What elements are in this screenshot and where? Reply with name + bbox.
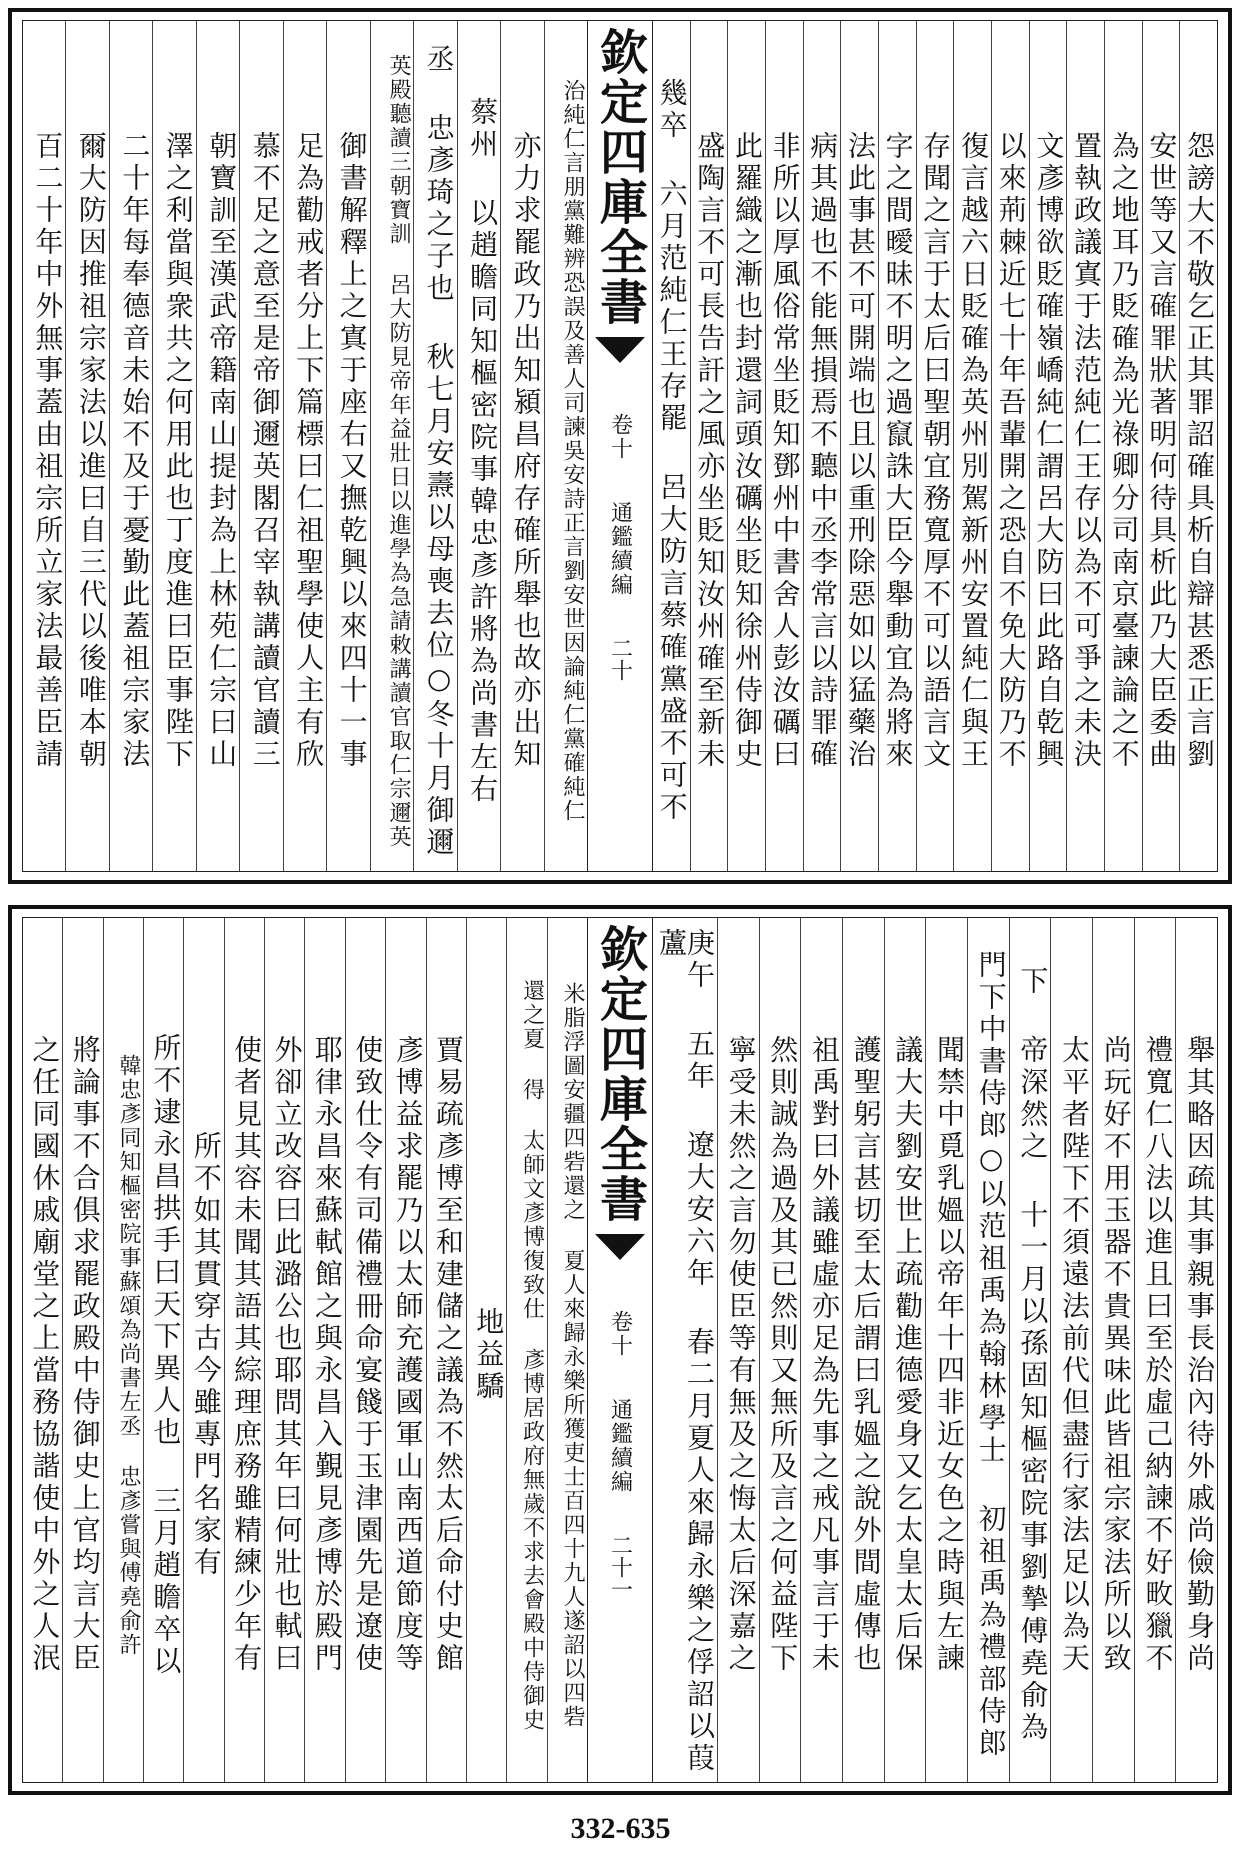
text-column: 之任同國休戚廟堂之上當務協諧使中外之人泯 <box>28 1035 62 1675</box>
text-column: 文彥博欲貶確嶺嶠純仁謂呂大防曰此路自乾興 <box>1029 21 1067 871</box>
leaf-number: 二十 <box>607 637 633 681</box>
fishtail-ornament-icon <box>595 337 645 363</box>
text-column: 禮寬仁八法以進且曰至於虛己納諫不好畋獵不 <box>1134 918 1176 1782</box>
book-title: 欽定四庫全書 <box>591 924 648 1224</box>
text-column: 太平者陛下不須遠法前代但盡行家法足以為天 <box>1050 918 1092 1782</box>
text-column: 置執政議寘于法范純仁王存以為不可爭之未決 <box>1066 21 1104 871</box>
text-column: 二十年每奉德音未始不及于憂勤此蓋祖宗家法 <box>109 21 152 871</box>
text-column: 聞禁中覓乳媼以帝年十四非近女色之時與左諫 <box>925 918 967 1782</box>
text-column: 門下中書侍郎○以范祖禹為翰林學士 初祖禹為禮部侍郎 <box>967 918 1009 1782</box>
text-column: 盛陶言不可長告訐之風亦坐貶知汝州確至新未 <box>690 21 728 871</box>
text-column: 澤之利當與衆共之何用此也丁度進曰臣事陛下 <box>152 21 195 871</box>
text-column: 然則誠為過及其已然則又無所及言之何益陛下 <box>759 918 801 1782</box>
text-column: 使者見其容未聞其語其綜理庶務雖精練少年有 <box>224 918 264 1782</box>
text-column: 護聖躬言甚切至太后謂曰乳媼之說外間虛傳也 <box>842 918 884 1782</box>
text-column: 足為勸戒者分上下篇標曰仁祖聖學使人主有欣 <box>283 21 326 871</box>
text-column: 所不逮永昌拱手曰天下異人也 三月趙瞻卒以 <box>143 918 183 1782</box>
text-column: 使致仕令有司備禮冊命宴餞于玉津園先是遼使 <box>345 918 385 1782</box>
text-column: 字之間曖昧不明之過竄誅大臣今舉動宜為將來 <box>878 21 916 871</box>
text-column: 復言越六日貶確為英州別駕新州安置純仁與王 <box>953 21 991 871</box>
text-column: 為之地耳乃貶確為光祿卿分司南京臺諫論之不 <box>1104 21 1142 871</box>
text-column: 朝寶訓至漢武帝籍南山提封為上林苑仁宗曰山 <box>196 21 239 871</box>
text-column: 爾大防因推祖宗家法以進曰自三代以後唯本朝 <box>65 21 108 871</box>
text-column: 百二十年中外無事蓋由祖宗所立家法最善臣請 <box>31 131 65 771</box>
text-column: 賈易疏彥博至和建儲之議為不然太后命付史館 <box>426 918 466 1782</box>
book-name: 通鑑續編 <box>607 1398 633 1494</box>
text-column: 英殿聽讀三朝寶訓 呂大防見帝年益壯日以進學為急請敕講讀官取仁宗邇英 <box>370 21 413 871</box>
top-page <box>8 8 1232 884</box>
text-column: 議大夫劉安世上疏勸進德愛身又乞太皇太后保 <box>884 918 926 1782</box>
text-column: 寧受未然之言勿使臣等有無及之悔太后深嘉之 <box>717 918 759 1782</box>
bottom-right-half <box>653 918 1217 1782</box>
book-title: 欽定四庫全書 <box>591 27 648 327</box>
text-column: 怨謗大不敬乞正其罪詔確具析自辯甚悉正言劉 <box>1179 21 1217 871</box>
center-fold-column <box>587 21 653 871</box>
text-column: 非所以厚風俗常坐貶知鄧州中書舍人彭汝礪曰 <box>765 21 803 871</box>
bottom-left-half <box>23 918 587 1782</box>
text-column: 丞 忠彥琦之子也 秋七月安燾以母喪去位○冬十月御邇 <box>413 21 456 871</box>
leaf-number: 二十一 <box>607 1534 633 1600</box>
center-fold-column <box>587 918 653 1782</box>
text-column: 以來荊棘近七十年吾輩開之恐自不免大防乃不 <box>991 21 1029 871</box>
page-number: 332-635 <box>570 1812 671 1845</box>
text-column: 此羅織之漸也封還詞頭汝礪坐貶知徐州侍御史 <box>727 21 765 871</box>
text-column: 庚午 五年 遼大安六年 春二月夏人來歸永樂之俘詔以葭蘆 <box>654 928 716 1775</box>
text-column: 法此事甚不可開端也且以重刑除惡如以猛藥治 <box>840 21 878 871</box>
text-column: 祖禹對曰外議雖虛亦足為先事之戒凡事言于未 <box>800 918 842 1782</box>
text-column: 蔡州 以趙瞻同知樞密院事韓忠彥許將為尚書左右 <box>457 21 500 871</box>
text-column: 耶律永昌來蘇軾館之與永昌入覲見彥博於殿門 <box>304 918 344 1782</box>
text-column: 慕不足之意至是帝御邇英閣召宰執講讀官讀三 <box>239 21 282 871</box>
text-column: 將論事不合俱求罷政殿中侍御史上官均言大臣 <box>62 918 102 1782</box>
text-column: 幾卒 六月范純仁王存罷 呂大防言蔡確黨盛不可不 <box>655 78 689 824</box>
top-left-half <box>23 21 587 871</box>
text-column: 還之夏 得 太師文彥博復致仕 彥博居政府無歲不求去會殿中侍御史 <box>506 918 546 1782</box>
text-column: 御書解釋上之寘于座右又撫乾興以來四十一事 <box>326 21 369 871</box>
text-column: 外卻立改容曰此潞公也耶問其年曰何壯也軾曰 <box>264 918 304 1782</box>
top-right-half <box>653 21 1217 871</box>
text-column: 亦力求罷政乃出知潁昌府存確所舉也故亦出知 <box>500 21 543 871</box>
book-name: 通鑑續編 <box>607 501 633 597</box>
text-column: 韓忠彥同知樞密院事蘇頌為尚書左丞 忠彥嘗與傅堯俞許 <box>103 918 143 1782</box>
text-column: 存聞之言于太后曰聖朝宜務寬厚不可以語言文 <box>916 21 954 871</box>
text-column: 彥博益求罷乃以太師充護國軍山南西道節度等 <box>385 918 425 1782</box>
text-column: 尚玩好不用玉器不貴異味此皆祖宗家法所以致 <box>1092 918 1134 1782</box>
text-column: 安世等又言確罪狀著明何待具析此乃大臣委曲 <box>1142 21 1180 871</box>
text-column: 下 帝深然之 十一月以孫固知樞密院事劉摯傅堯俞為 <box>1009 918 1051 1782</box>
volume-label: 卷十 <box>607 413 633 461</box>
volume-label: 卷十 <box>607 1310 633 1358</box>
text-column: 病其過也不能無損焉不聽中丞李常言以詩罪確 <box>803 21 841 871</box>
bottom-page <box>8 905 1232 1795</box>
text-column: 所不如其貫穿古今雖專門名家有 <box>183 918 223 1782</box>
text-column: 治純仁言朋黨難辨恐誤及善人司諫吳安詩正言劉安世因論純仁黨確純仁 <box>544 21 587 871</box>
text-column: 舉其略因疏其事親事長治內待外戚尚儉勤身尚 <box>1175 918 1217 1782</box>
text-column: 米脂浮圖安疆四砦還之 夏人來歸永樂所獲吏士百四十九人遂詔以四砦 <box>547 918 587 1782</box>
text-column: 地益驕 <box>466 918 506 1782</box>
fishtail-ornament-icon <box>595 1234 645 1260</box>
